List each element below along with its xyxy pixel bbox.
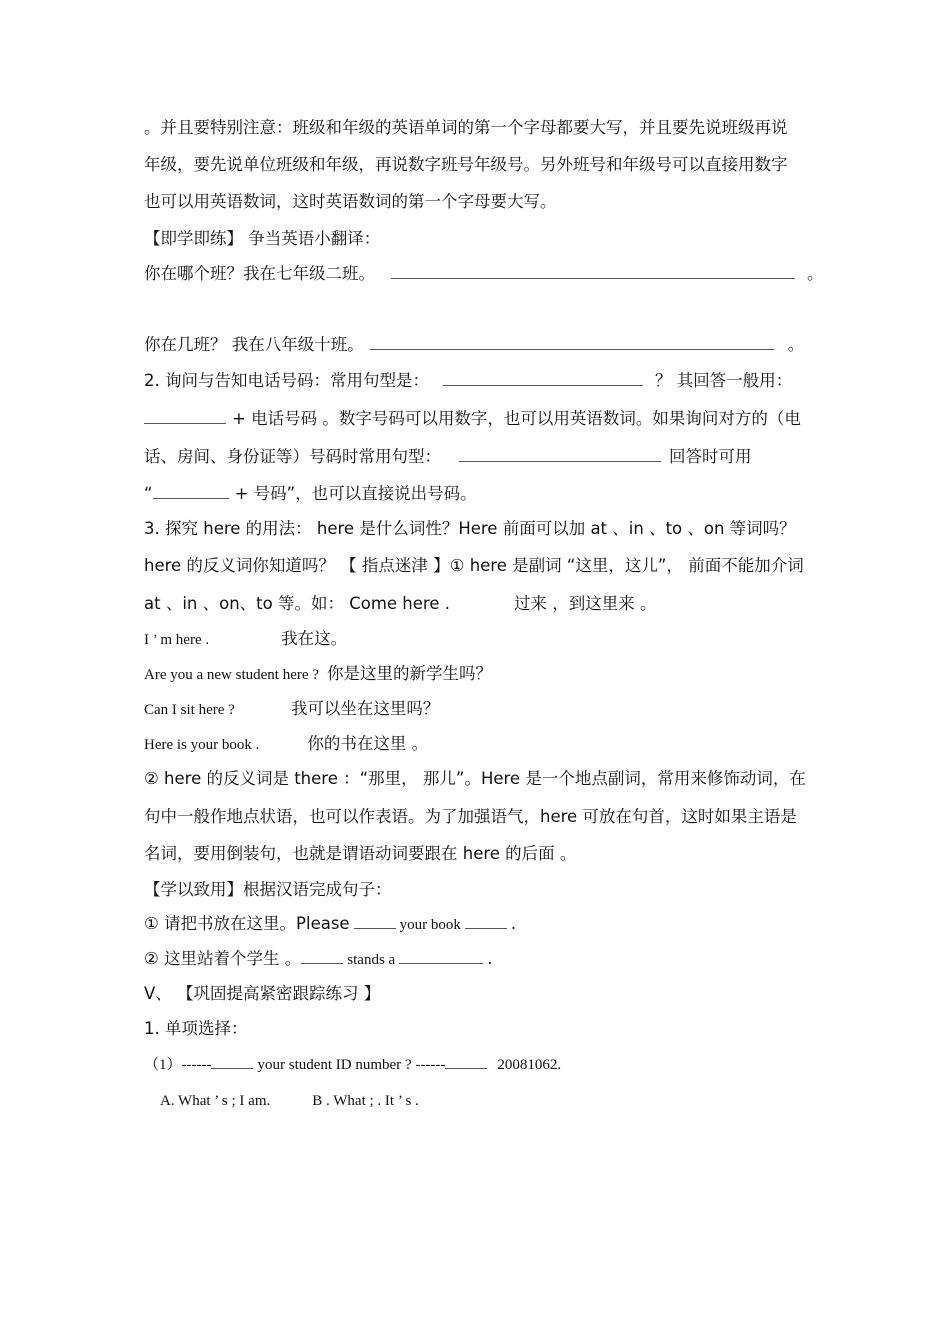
q1-part-a: （1）------ xyxy=(144,1057,212,1073)
section5-heading: V、 【巩固提高紧密跟踪练习 】 xyxy=(144,984,381,1003)
question-1-options xyxy=(160,1089,419,1112)
example-en: I ’ m here . xyxy=(144,632,210,648)
example-row xyxy=(144,698,439,721)
answer-blank[interactable] xyxy=(354,914,396,929)
q1-part-c: 20081062. xyxy=(497,1057,562,1073)
section5-subheading: 1. 单项选择： xyxy=(144,1019,248,1038)
example-zh: 你的书在这里 。 xyxy=(307,734,429,753)
practice1-question1 xyxy=(144,263,824,285)
practice2-s2a: ② 这里站着个学生 。 xyxy=(144,949,302,968)
practice1-q2-text: 你在几班？ 我在八年级十班。 xyxy=(144,335,364,354)
item3-line1: 3. 探究 here 的用法： here 是什么词性？Here 前面可以加 at 、in 、to 、on 等词吗？ xyxy=(144,519,796,538)
item2-line1 xyxy=(144,370,792,392)
item2-line2 xyxy=(144,408,801,430)
note2-line3: 名词，要用倒装句，也就是谓语动词要跟在 here 的后面 。 xyxy=(144,844,577,863)
item3-l3a: at 、in 、on、to 等。如： Come here . xyxy=(144,594,450,613)
practice2-s2b: stands a xyxy=(347,952,396,968)
q1-part-b: your student ID number ? ------ xyxy=(257,1057,446,1073)
item2-l1a: 2. 询问与告知电话号码：常用句型是： xyxy=(144,371,429,390)
practice2-s2c: . xyxy=(487,949,493,968)
item2-l3a: 话、房间、身份证等）号码时常用句型： xyxy=(144,447,441,466)
example-en: Can I sit here ? xyxy=(144,702,235,718)
practice1-q1-text: 你在哪个班？我在七年级二班。 xyxy=(144,264,375,283)
period: 。 xyxy=(787,335,805,354)
item2-l2: + 电话号码 。数字号码可以用数字，也可以用英语数词。如果询问对方的（电 xyxy=(232,409,801,428)
answer-blank[interactable] xyxy=(301,949,343,964)
answer-blank[interactable] xyxy=(465,914,507,929)
example-zh: 你是这里的新学生吗？ xyxy=(326,664,492,683)
para1-line1: 。并且要特别注意：班级和年级的英语单词的第一个字母都要大写，并且要先说班级再说 xyxy=(144,118,788,137)
answer-blank[interactable] xyxy=(399,949,483,964)
item2-line4 xyxy=(144,483,477,505)
period: 。 xyxy=(807,264,824,283)
practice2-sentence2 xyxy=(144,948,492,971)
question-1 xyxy=(144,1053,561,1076)
practice2-s1c: . xyxy=(510,914,517,933)
answer-blank[interactable] xyxy=(445,1054,487,1069)
item2-line3 xyxy=(144,446,752,468)
answer-blank[interactable] xyxy=(211,1054,253,1069)
answer-blank[interactable] xyxy=(144,409,226,424)
option-b[interactable]: B . What ; . It ’ s . xyxy=(312,1093,419,1109)
example-row xyxy=(144,733,428,756)
practice2-sentence1 xyxy=(144,913,516,936)
answer-blank[interactable] xyxy=(391,264,795,279)
practice1-question2 xyxy=(144,334,804,356)
item3-line3 xyxy=(144,593,656,615)
example-row xyxy=(144,663,492,686)
practice2-s1b: your book xyxy=(399,917,461,933)
answer-blank[interactable] xyxy=(153,484,229,499)
note2-line2: 句中一般作地点状语，也可以作表语。为了加强语气，here 可放在句首，这时如果主语是 xyxy=(144,807,797,826)
item2-l4b: + 号码”，也可以直接说出号码。 xyxy=(234,484,477,503)
example-row xyxy=(144,628,347,651)
item2-l1b: ？ 其回答一般用： xyxy=(655,371,793,390)
item2-l4a: “ xyxy=(144,484,153,503)
example-zh: 我可以坐在这里吗？ xyxy=(290,699,440,718)
example-zh: 我在这。 xyxy=(281,629,348,648)
note2-line1: ② here 的反义词是 there ：“那里， 那儿”。Here 是一个地点副词，常用来修饰动词，在 xyxy=(144,769,806,788)
para1-line2: 年级，要先说单位班级和年级，再说数字班号年级号。另外班号和年级号可以直接用数字 xyxy=(144,155,788,174)
answer-blank[interactable] xyxy=(370,335,774,350)
practice1-heading: 【即学即练】 争当英语小翻译： xyxy=(144,229,381,248)
practice2-heading: 【学以致用】根据汉语完成句子： xyxy=(144,880,392,899)
practice2-s1a: ① 请把书放在这里。Please xyxy=(144,914,350,933)
answer-blank[interactable] xyxy=(443,371,643,386)
para1-line3: 也可以用英语数词，这时英语数词的第一个字母要大写。 xyxy=(144,192,557,211)
example-en: Are you a new student here ? xyxy=(144,667,319,683)
item2-l3b: 回答时可用 xyxy=(669,447,752,466)
item3-line2: here 的反义词你知道吗？ 【 指点迷津 】① here 是副词 “这里，这儿”， 前面不能加介词 xyxy=(144,556,804,575)
example-en: Here is your book . xyxy=(144,737,260,753)
option-a[interactable]: A. What ’ s ; I am. xyxy=(160,1093,271,1109)
answer-blank[interactable] xyxy=(459,447,661,462)
item3-l3b: 过来 ，到这里来 。 xyxy=(513,594,657,613)
